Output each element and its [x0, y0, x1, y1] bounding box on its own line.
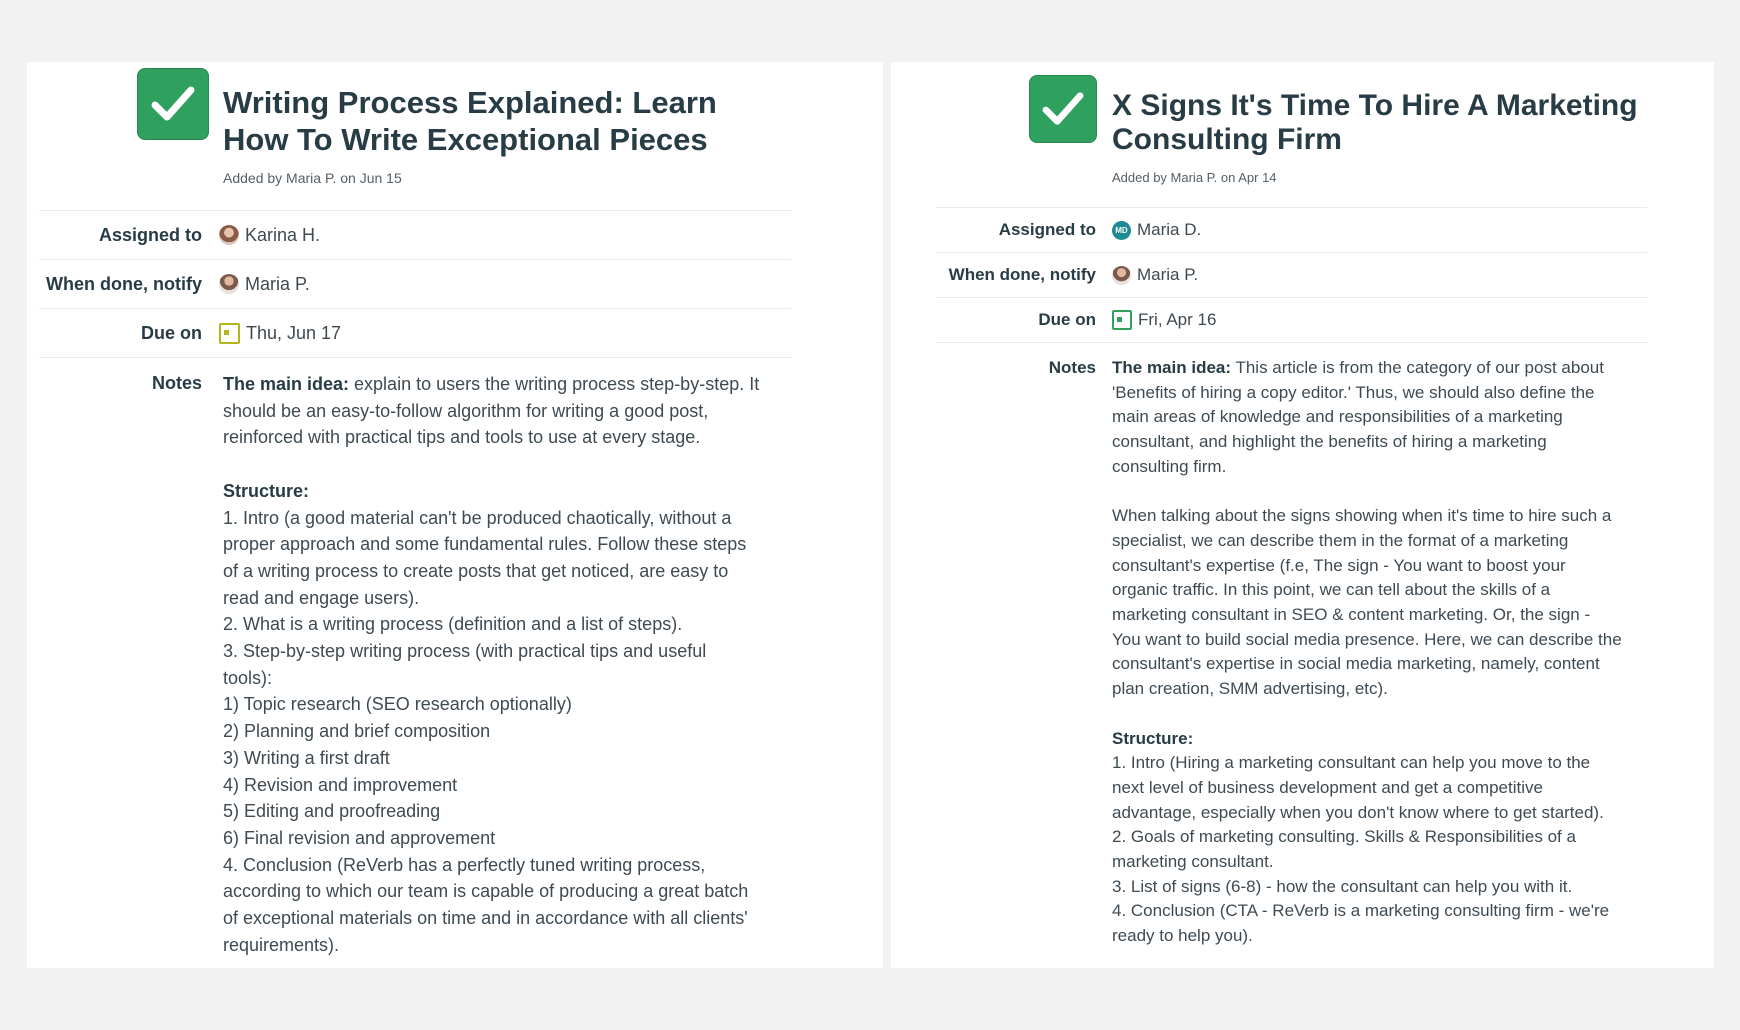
notes-line: consulting firm. [1112, 456, 1227, 476]
notify-row [39, 259, 791, 308]
notes-line: proper approach and some fundamental rules. Follow these steps [223, 534, 747, 555]
todo-title-line: How To Write Exceptional Pieces [223, 122, 708, 157]
due-label: Due on [1038, 310, 1096, 329]
todo-card-right [891, 62, 1714, 968]
notes-line: 1) Topic research (SEO research optionally) [223, 694, 572, 715]
avatar: MD [1112, 221, 1131, 240]
due-date: Fri, Apr 16 [1138, 310, 1217, 329]
notes-divider [39, 357, 791, 358]
due-value[interactable] [1112, 310, 1216, 330]
todo-title[interactable] [223, 84, 717, 158]
todo-title[interactable] [1112, 89, 1638, 157]
notes-line: 2) Planning and brief composition [223, 721, 491, 742]
structure-label-text: Structure: [1112, 728, 1194, 748]
added-by-text: Added by Maria P. on Apr 14 [1112, 170, 1277, 185]
notes-line: specialist, we can describe them in the format of a marketing [1112, 530, 1569, 550]
notes-line: 'Benefits of hiring a copy editor.' Thus, we should also define the [1112, 382, 1595, 402]
avatar [219, 274, 239, 294]
notify-value[interactable] [1112, 265, 1198, 285]
notes-line: 4) Revision and improvement [223, 774, 458, 795]
notes-main-idea [223, 371, 823, 398]
notes-line: 3) Writing a first draft [223, 747, 390, 768]
assigned-row [39, 210, 791, 259]
notes-main-idea [1112, 356, 1672, 381]
notes-line: 5) Editing and proofreading [223, 801, 441, 822]
notify-label: When done, notify [948, 265, 1096, 284]
assignee-name: Karina H. [245, 224, 321, 245]
notes-line: tools): [223, 667, 273, 688]
notes-line: 6) Final revision and approvement [223, 827, 496, 848]
notes-line: consultant's expertise (f.e, The sign - You want to boost your [1112, 555, 1566, 575]
notes-line: 2. Goals of marketing consulting. Skills & Responsibilities of a [1112, 827, 1576, 847]
notify-name: Maria P. [1137, 265, 1199, 284]
notes-line: explain to users the writing process step-by-step. It [349, 374, 760, 394]
assigned-value[interactable] [219, 225, 320, 246]
notify-row [936, 252, 1647, 297]
todo-title-line: Writing Process Explained: Learn [223, 85, 717, 120]
notes-line: marketing consultant. [1112, 852, 1274, 872]
checkbox-checked-icon[interactable] [1029, 75, 1097, 143]
notes-label: Notes [151, 373, 202, 393]
notes-line: marketing consultant in SEO & content marketing. Or, the sign - [1112, 605, 1591, 625]
todo-title-line: Consulting Firm [1112, 123, 1342, 156]
notes-line: reinforced with practical tips and tools to use at every stage. [223, 427, 701, 448]
structure-label [1112, 727, 1672, 752]
notes-line: main areas of knowledge and responsibilities of a marketing [1112, 407, 1563, 427]
notes-line: consultant, and highlight the benefits of hiring a marketing [1112, 432, 1547, 452]
notes-line: should be an easy-to-follow algorithm for writing a good post, [223, 400, 709, 421]
added-by-text: Added by Maria P. on Jun 15 [223, 170, 402, 186]
notes-label: Notes [1048, 358, 1096, 377]
notes-line: 3. List of signs (6-8) - how the consultant can help you with it. [1112, 876, 1573, 896]
notes-line: 4. Conclusion (ReVerb has a perfectly tuned writing process, [223, 854, 706, 875]
assigned-value[interactable] [1112, 220, 1201, 240]
assigned-row [936, 207, 1647, 252]
avatar [219, 225, 239, 245]
due-date: Thu, Jun 17 [246, 322, 342, 343]
main-idea-label: The main idea: [1112, 358, 1232, 377]
notes-line: You want to build social media presence. Here, we can describe the [1112, 629, 1622, 649]
notes-line: advantage, especially when you don't know where to get started). [1112, 802, 1604, 822]
structure-label-text: Structure: [223, 480, 310, 501]
due-row [39, 308, 791, 357]
notify-name: Maria P. [245, 273, 310, 294]
notes-line: requirements). [223, 934, 340, 955]
checkbox-checked-icon[interactable] [137, 68, 209, 140]
notes-line: organic traffic. In this point, we can tell about the skills of a [1112, 580, 1551, 600]
todo-card-left [27, 62, 883, 968]
notes-line: plan creation, SMM advertising, etc). [1112, 679, 1388, 699]
notes-line: 4. Conclusion (CTA - ReVerb is a marketing consulting firm - we're [1112, 901, 1610, 921]
notes-line: next level of business development and get a competitive [1112, 777, 1543, 797]
notes-line: 1. Intro (a good material can't be produced chaotically, without a [223, 507, 732, 528]
main-idea-label: The main idea: [223, 374, 350, 394]
todo-title-line: X Signs It's Time To Hire A Marketing [1112, 89, 1638, 122]
notes-line: This article is from the category of our post about [1231, 358, 1604, 377]
calendar-icon [1112, 310, 1132, 330]
notes-line: of exceptional materials on time and in accordance with all clients' [223, 908, 748, 929]
assigned-label: Assigned to [98, 224, 202, 245]
notes-body[interactable] [223, 371, 823, 958]
notes-line: 3. Step-by-step writing process (with practical tips and useful [223, 641, 707, 662]
notify-value[interactable] [219, 274, 310, 295]
notes-line: consultant's expertise in social media marketing, namely, content [1112, 654, 1600, 674]
notes-line: read and engage users). [223, 587, 420, 608]
avatar [1112, 266, 1131, 285]
notes-divider [936, 342, 1647, 343]
notes-line: according to which our team is capable of producing a great batch [223, 881, 749, 902]
due-row [936, 297, 1647, 342]
notes-body[interactable] [1112, 356, 1672, 949]
assigned-label: Assigned to [998, 220, 1096, 239]
notes-line: 1. Intro (Hiring a marketing consultant can help you move to the [1112, 753, 1591, 773]
notes-line: When talking about the signs showing when it's time to hire such a [1112, 506, 1612, 526]
notes-line: ready to help you). [1112, 926, 1253, 946]
structure-label [223, 478, 823, 505]
assignee-name: Maria D. [1137, 220, 1202, 239]
notify-label: When done, notify [46, 273, 202, 294]
notes-line: 2. What is a writing process (definition and a list of steps). [223, 614, 683, 635]
calendar-icon [219, 323, 240, 344]
notes-line: of a writing process to create posts that get noticed, are easy to [223, 560, 729, 581]
due-label: Due on [141, 322, 202, 343]
due-value[interactable] [219, 323, 341, 344]
